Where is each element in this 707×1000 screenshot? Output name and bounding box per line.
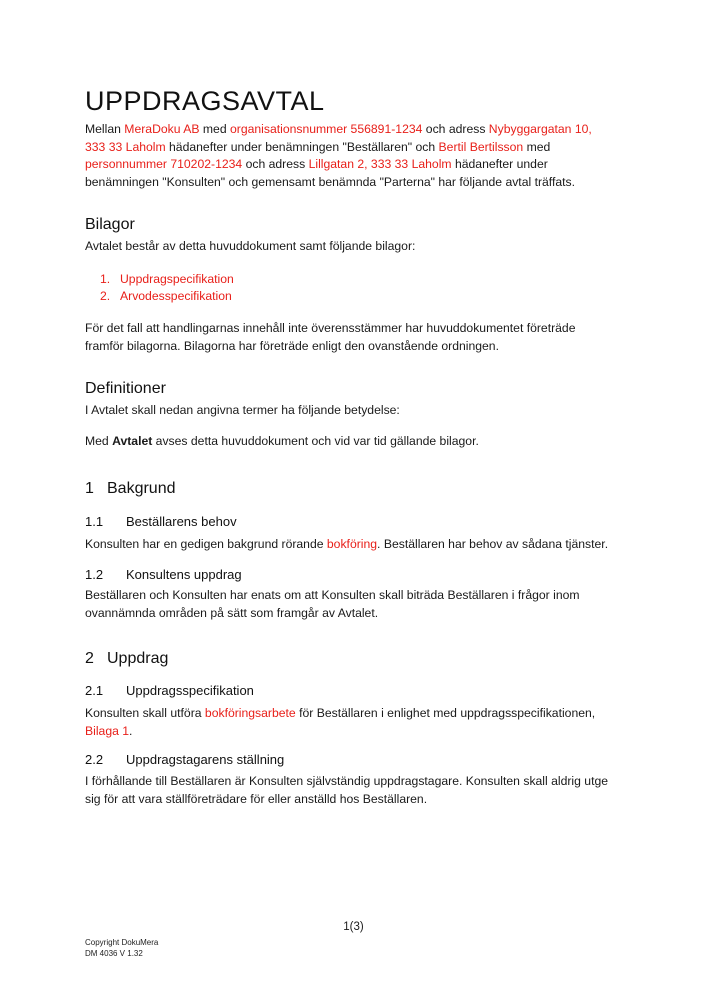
personal-number: personnummer 710202-1234 bbox=[85, 157, 243, 171]
bilagor-intro: Avtalet består av detta huvuddokument samt följande bilagor: bbox=[85, 239, 416, 253]
intro-text: och adress bbox=[242, 157, 309, 171]
company-name: MeraDoku AB bbox=[124, 122, 200, 136]
footer bbox=[85, 937, 158, 959]
heading-bilagor: Bilagor bbox=[85, 216, 135, 233]
document-title: UPPDRAGSAVTAL bbox=[85, 86, 325, 116]
heading-section-2-2: 2.2 Uppdragstagarens ställning bbox=[85, 752, 285, 767]
heading-section-1-1: 1.1 Beställarens behov bbox=[85, 514, 237, 529]
definition-avtalet: Med Avtalet avses detta huvuddokument och vid var tid gällande bilagor. bbox=[85, 434, 479, 448]
intro-text: med bbox=[199, 122, 230, 136]
heading-section-1-2: 1.2 Konsultens uppdrag bbox=[85, 567, 242, 582]
heading-section-2-1: 2.1 Uppdragsspecifikation bbox=[85, 683, 254, 698]
company-address-city: 333 33 Laholm bbox=[85, 139, 166, 154]
intro-text: Mellan bbox=[85, 122, 125, 136]
list-item: 1. Uppdragspecifikation bbox=[100, 272, 234, 286]
section-2-1-text: Konsulten skall utföra bokföringsarbete för Beställaren i enlighet med uppdragsspecifikationen, Bilaga 1. bbox=[85, 706, 596, 738]
bilagor-precedence: För det fall att handlingarnas innehåll inte överensstämmer har huvuddokumentet företräde framför bilagorna. Bilagorna har företräde enligt den ovanstående ordningen. bbox=[85, 321, 576, 353]
heading-section-2: 2 Uppdrag bbox=[85, 650, 169, 667]
section-1-2-text: Beställaren och Konsulten har enats om att Konsulten skall biträda Beställaren i frågor inom ovannämnda områden på sätt som framgår av Avtalet. bbox=[85, 588, 580, 620]
heading-definitioner: Definitioner bbox=[85, 380, 166, 397]
heading-section-1: 1 Bakgrund bbox=[85, 480, 176, 497]
intro-paragraph bbox=[85, 121, 630, 191]
section-2-2-text: I förhållande till Beställaren är Konsulten självständig uppdragstagare. Konsulten skall aldrig utge sig för att vara ställföreträdare för eller anställd hos Beställaren. bbox=[85, 774, 609, 806]
org-number: organisationsnummer 556891-1234 bbox=[229, 122, 423, 136]
intro-text: benämningen "Konsulten" och gemensamt benämnda "Parterna" har följande avtal träffats. bbox=[85, 174, 575, 189]
consultant-address: Lillgatan 2, 333 33 Laholm bbox=[308, 157, 452, 171]
intro-text: med bbox=[523, 139, 551, 154]
intro-text: och adress bbox=[422, 122, 489, 136]
page-number: 1(3) bbox=[343, 921, 364, 933]
intro-text: hädanefter under benämningen "Beställaren" och bbox=[165, 139, 439, 154]
footer-copyright: Copyright DokuMera bbox=[85, 938, 159, 947]
footer-version: DM 4036 V 1.32 bbox=[85, 949, 143, 958]
intro-text: hädanefter under bbox=[451, 157, 548, 171]
company-address: Nybyggargatan 10, bbox=[488, 122, 592, 136]
section-1-1-text: Konsulten har en gedigen bakgrund rörande bokföring. Beställaren har behov av sådana tjänster. bbox=[85, 537, 609, 551]
attachments-list bbox=[85, 271, 234, 305]
consultant-name: Bertil Bertilsson bbox=[438, 139, 524, 154]
definitioner-intro: I Avtalet skall nedan angivna termer ha följande betydelse: bbox=[85, 403, 400, 417]
list-item: 2. Arvodesspecifikation bbox=[100, 289, 232, 303]
